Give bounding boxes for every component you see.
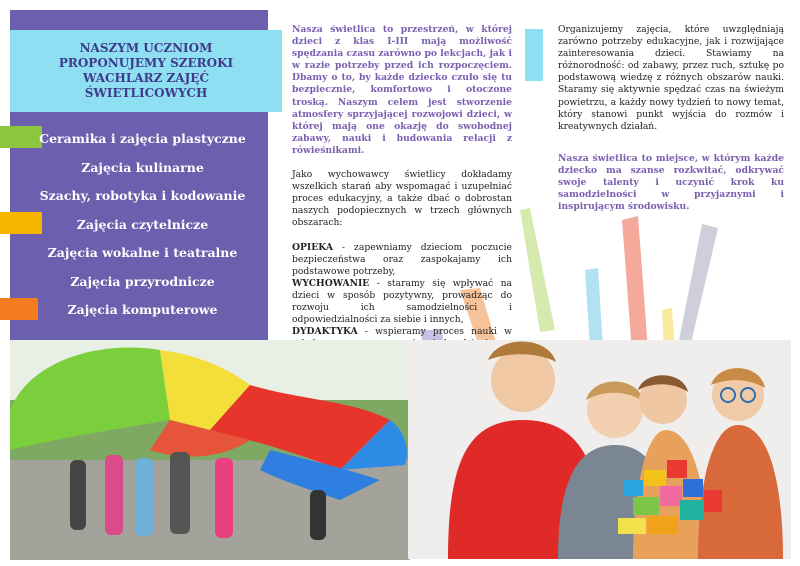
- activity-item-vocal-theatre: Zajęcia wokalne i teatralne: [47, 245, 238, 260]
- closing-statement: Nasza świetlica to miejsce, w którym każde dziecko ma szanse rozkwitać, odkrywać swoje talenty i uczynić krok ku samodzielności w przyjaznymi i inspirującym środowisku.: [558, 152, 784, 213]
- area-didactics-term: DYDAKTYKA: [292, 326, 358, 338]
- area-care: [292, 242, 512, 278]
- activity-item-computer: Zajęcia komputerowe: [67, 302, 218, 317]
- area-care-term: OPIEKA: [292, 241, 333, 253]
- middle-text-column: [292, 24, 512, 387]
- activity-item-cooking: Zajęcia kulinarne: [81, 160, 204, 175]
- area-upbringing-term: WYCHOWANIE: [292, 277, 370, 289]
- area-care-text: - zapewniamy dzieciom poczucie bezpieczeństwa oraz zaspokajamy ich podstawowe potrzeby,: [292, 241, 512, 277]
- activity-item-chess-robotics: Szachy, robotyka i kodowanie: [39, 188, 246, 203]
- ray-green: [520, 208, 555, 332]
- kids-photo-illustration: [408, 340, 791, 559]
- parachute-play-photo: [10, 340, 410, 560]
- right-text-column: [558, 24, 784, 225]
- cyan-accent-mark: [525, 29, 543, 81]
- areas-intro-paragraph: Jako wychowawcy świetlicy dokładamy wszelkich starań aby wspomagać i uzupełniać proces edukacyjny, a także dbać o dobrostan naszych podopiecznych w trzech głównych obszarach:: [292, 169, 512, 229]
- activity-item-reading: Zajęcia czytelnicze: [76, 217, 209, 232]
- parachute-photo-illustration: [10, 340, 410, 560]
- intro-paragraph: Nasza świetlica to przestrzeń, w której dzieci z klas I-III mają możliwość spędzania czasu zarówno po lekcjach, jak i w razie potrzeby przed ich rozpoczęciem. Dbamy o to, by każde dziecko czuło się tu bezpiecznie, komfortowo i otoczone troską. Naszym celem jest stworzenie atmosfery sprzyjającej rozwojowi dzieci, w której mają one okazję do swobodnej zabawy, nauki i budowania relacji z rówieśnikami.: [292, 24, 512, 156]
- activity-item-ceramics: Ceramika i zajęcia plastyczne: [39, 131, 246, 146]
- activity-item-nature: Zajęcia przyrodnicze: [70, 274, 215, 289]
- area-upbringing: [292, 278, 512, 326]
- kids-building-blocks-photo: [408, 340, 791, 559]
- ray-coral: [622, 216, 648, 352]
- activities-heading: NASZYM UCZNIOM PROPONUJEMY SZEROKI WACHLARZ ZAJĘĆ ŚWIETLICOWYCH: [58, 41, 234, 100]
- area-didactics-text: - wspieramy proces nauki w: [364, 326, 512, 338]
- activities-description: Organizujemy zajęcia, które uwzględniają zarówno potrzeby edukacyjne, jak i rozwijające zainteresowania dzieci. Stawiamy na różnorodność: od zabawy, przez ruch, sztukę po podstawową wiedzę z różnych obszarów nauki. Staramy się aktywnie spędzać czas na świeżym powietrzu, a każdy nowy tydzień to nowy temat, który stanowi punkt wyjścia do rozmów i kreatywnych działań.: [558, 24, 784, 132]
- area-upbringing-text: - staramy się wpływać na dzieci w sposób pozytywny, prowadząc do rozwoju ich samodzielności i odpowiedzialności za siebie i innych,: [292, 277, 512, 326]
- activities-heading-box: [10, 30, 282, 112]
